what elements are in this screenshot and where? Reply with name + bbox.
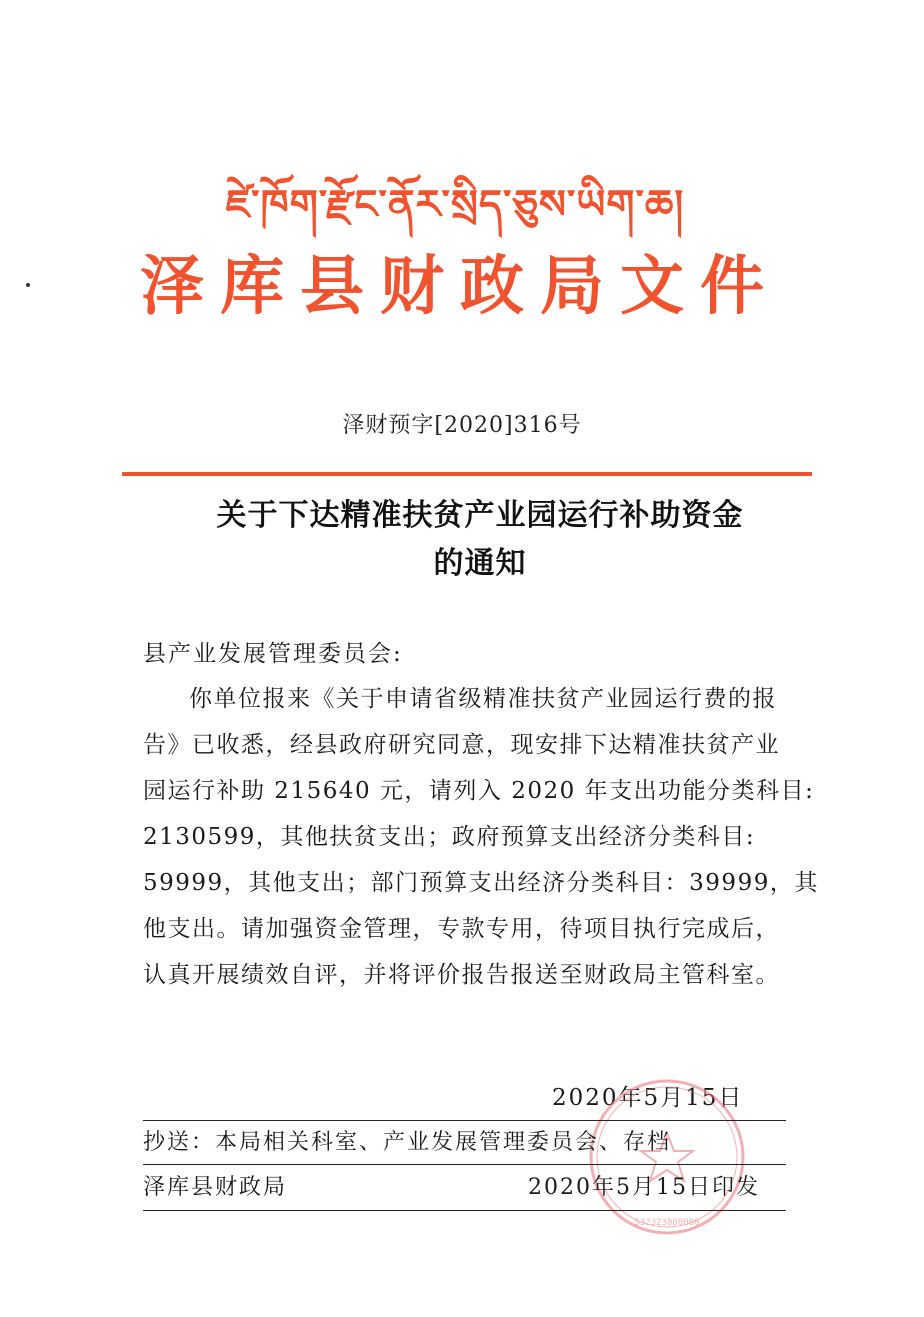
body-line: 告》已收悉，经县政府研究同意，现安排下达精准扶贫产业 <box>143 732 780 758</box>
cc-line: 抄送：本局相关科室、产业发展管理委员会、存档 <box>143 1130 672 1155</box>
footer-issue-date: 2020年5月15日印发 <box>528 1175 760 1200</box>
body-paragraph <box>143 676 819 998</box>
notice-title-line-1: 关于下达精准扶贫产业园运行补助资金 <box>216 498 744 533</box>
body-line: 他支出。请加强资金管理，专款专用，待项目执行完成后， <box>143 916 780 942</box>
salutation: 县产业发展管理委员会: <box>143 641 403 667</box>
body-line: 2130599，其他扶贫支出；政府预算支出经济分类科目: <box>143 824 756 850</box>
header-tibetan-title: ཛེ་ཁོག་རྫོང་ནོར་སྲིད་ཅུས་ཡིག་ཆ། <box>225 182 685 228</box>
scan-speck <box>26 283 30 287</box>
body-line: 园运行补助 215640 元，请列入 2020 年支出功能分类科目: <box>143 778 815 804</box>
body-line: 你单位报来《关于申请省级精准扶贫产业园运行费的报 <box>189 686 777 712</box>
divider-middle <box>143 1164 786 1165</box>
divider-top <box>143 1120 786 1121</box>
body-line: 认真开展绩效自评，并将评价报告报送至财政局主管科室。 <box>143 962 780 988</box>
header-chinese-title: 泽库县财政局文件 <box>140 250 780 324</box>
footer-organization: 泽库县财政局 <box>143 1175 288 1200</box>
document-number: 泽财预字[2020]316号 <box>342 413 582 438</box>
body-line: 59999，其他支出；部门预算支出经济分类科目：39999，其 <box>143 870 819 896</box>
notice-title-line-2: 的通知 <box>433 546 527 581</box>
signature-date: 2020年5月15日 <box>552 1085 744 1111</box>
divider-bottom <box>143 1210 786 1211</box>
notice-title <box>150 492 810 588</box>
seal-code-text: 532323000000 <box>634 1218 700 1228</box>
red-separator-line <box>122 472 812 476</box>
